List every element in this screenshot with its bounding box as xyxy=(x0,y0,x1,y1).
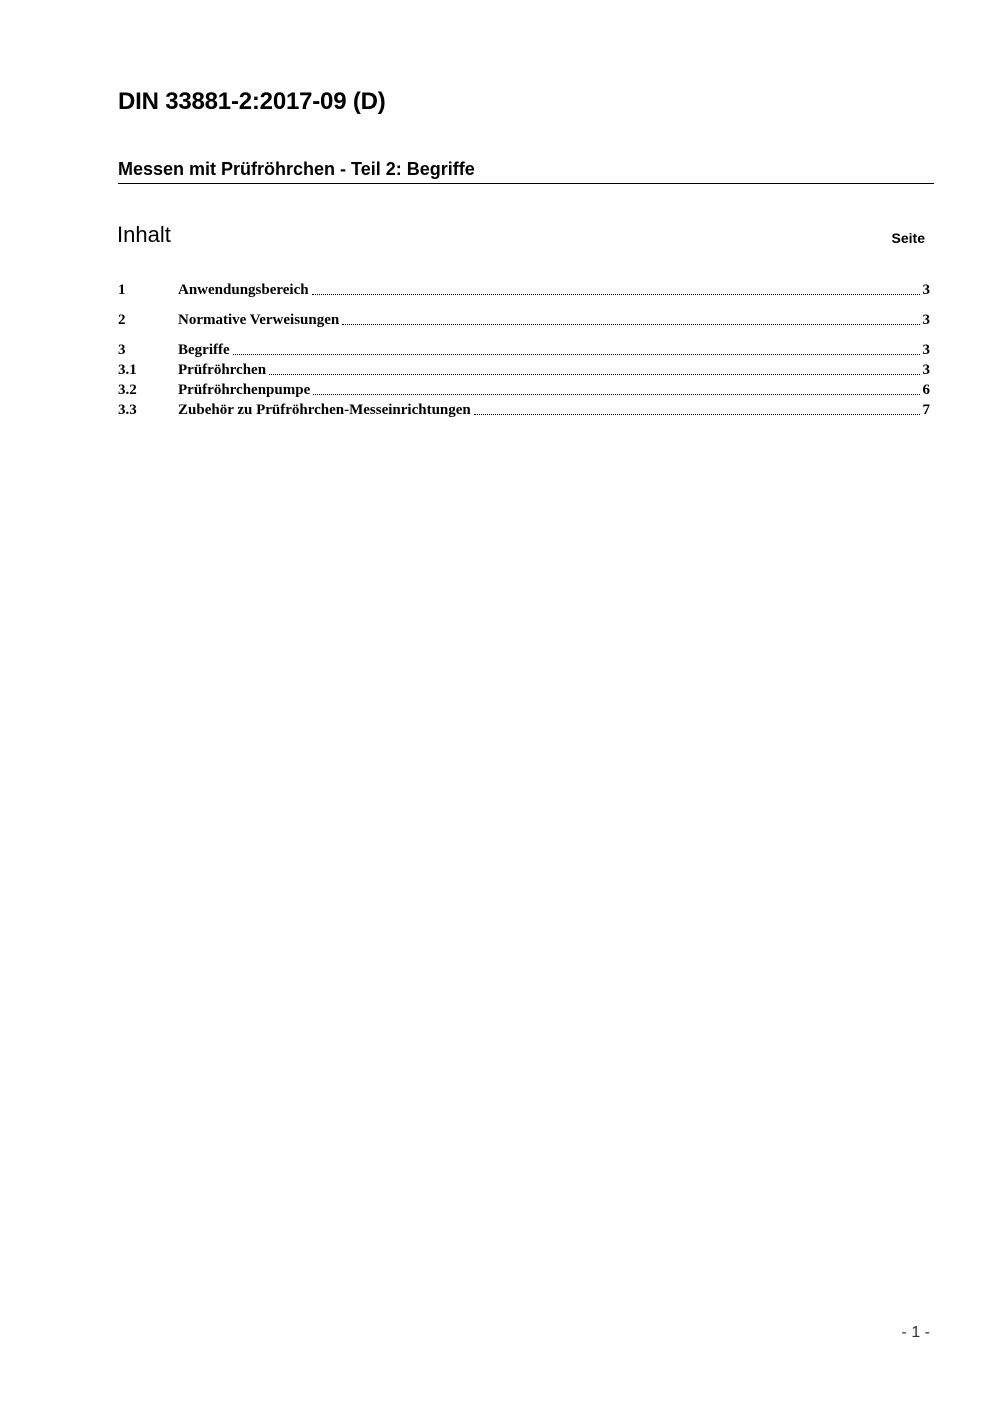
toc-entry-number: 3 xyxy=(118,342,126,358)
toc-entry-3-3[interactable] xyxy=(118,400,930,420)
toc-entry-page: 3 xyxy=(922,312,930,328)
toc-heading: Inhalt xyxy=(117,222,171,247)
toc-entry-title: Prüfröhrchen xyxy=(178,362,267,378)
toc-entry-page: 6 xyxy=(922,382,930,398)
document-subtitle: Messen mit Prüfröhrchen - Teil 2: Begriffe xyxy=(118,159,934,184)
toc-entry-page: 7 xyxy=(922,402,930,418)
toc-entry-title: Zubehör zu Prüfröhrchen-Messeinrichtungen xyxy=(178,402,471,418)
toc-entry-page: 3 xyxy=(922,362,930,378)
toc-dot-leader xyxy=(313,394,919,395)
page-number: - 1 - xyxy=(901,1324,930,1341)
toc-dot-leader xyxy=(474,414,920,415)
toc-entry-number: 3.1 xyxy=(118,362,137,378)
toc-dot-leader xyxy=(342,324,919,325)
toc-entry-page: 3 xyxy=(922,342,930,358)
toc-entry-number: 3.2 xyxy=(118,382,137,398)
toc-entry-title: Begriffe xyxy=(178,342,230,358)
toc-entry-3-2[interactable] xyxy=(118,380,930,400)
document-title: DIN 33881-2:2017-09 (D) xyxy=(118,88,386,115)
toc-dot-leader xyxy=(312,294,920,295)
toc-entry-title: Anwendungsbereich xyxy=(178,282,309,298)
toc-entry-title: Prüfröhrchenpumpe xyxy=(178,382,311,398)
table-of-contents xyxy=(118,280,930,420)
toc-entry-number: 2 xyxy=(118,312,126,328)
toc-entry-title: Normative Verweisungen xyxy=(178,312,340,328)
toc-entry-number: 1 xyxy=(118,282,126,298)
toc-dot-leader xyxy=(233,354,920,355)
toc-dot-leader xyxy=(269,374,919,375)
toc-entry-2[interactable] xyxy=(118,310,930,330)
toc-entry-1[interactable] xyxy=(118,280,930,300)
toc-entry-3-1[interactable] xyxy=(118,360,930,380)
toc-page-column-label: Seite xyxy=(891,230,925,246)
toc-entry-page: 3 xyxy=(922,282,930,298)
toc-entry-3[interactable] xyxy=(118,340,930,360)
toc-entry-number: 3.3 xyxy=(118,402,137,418)
